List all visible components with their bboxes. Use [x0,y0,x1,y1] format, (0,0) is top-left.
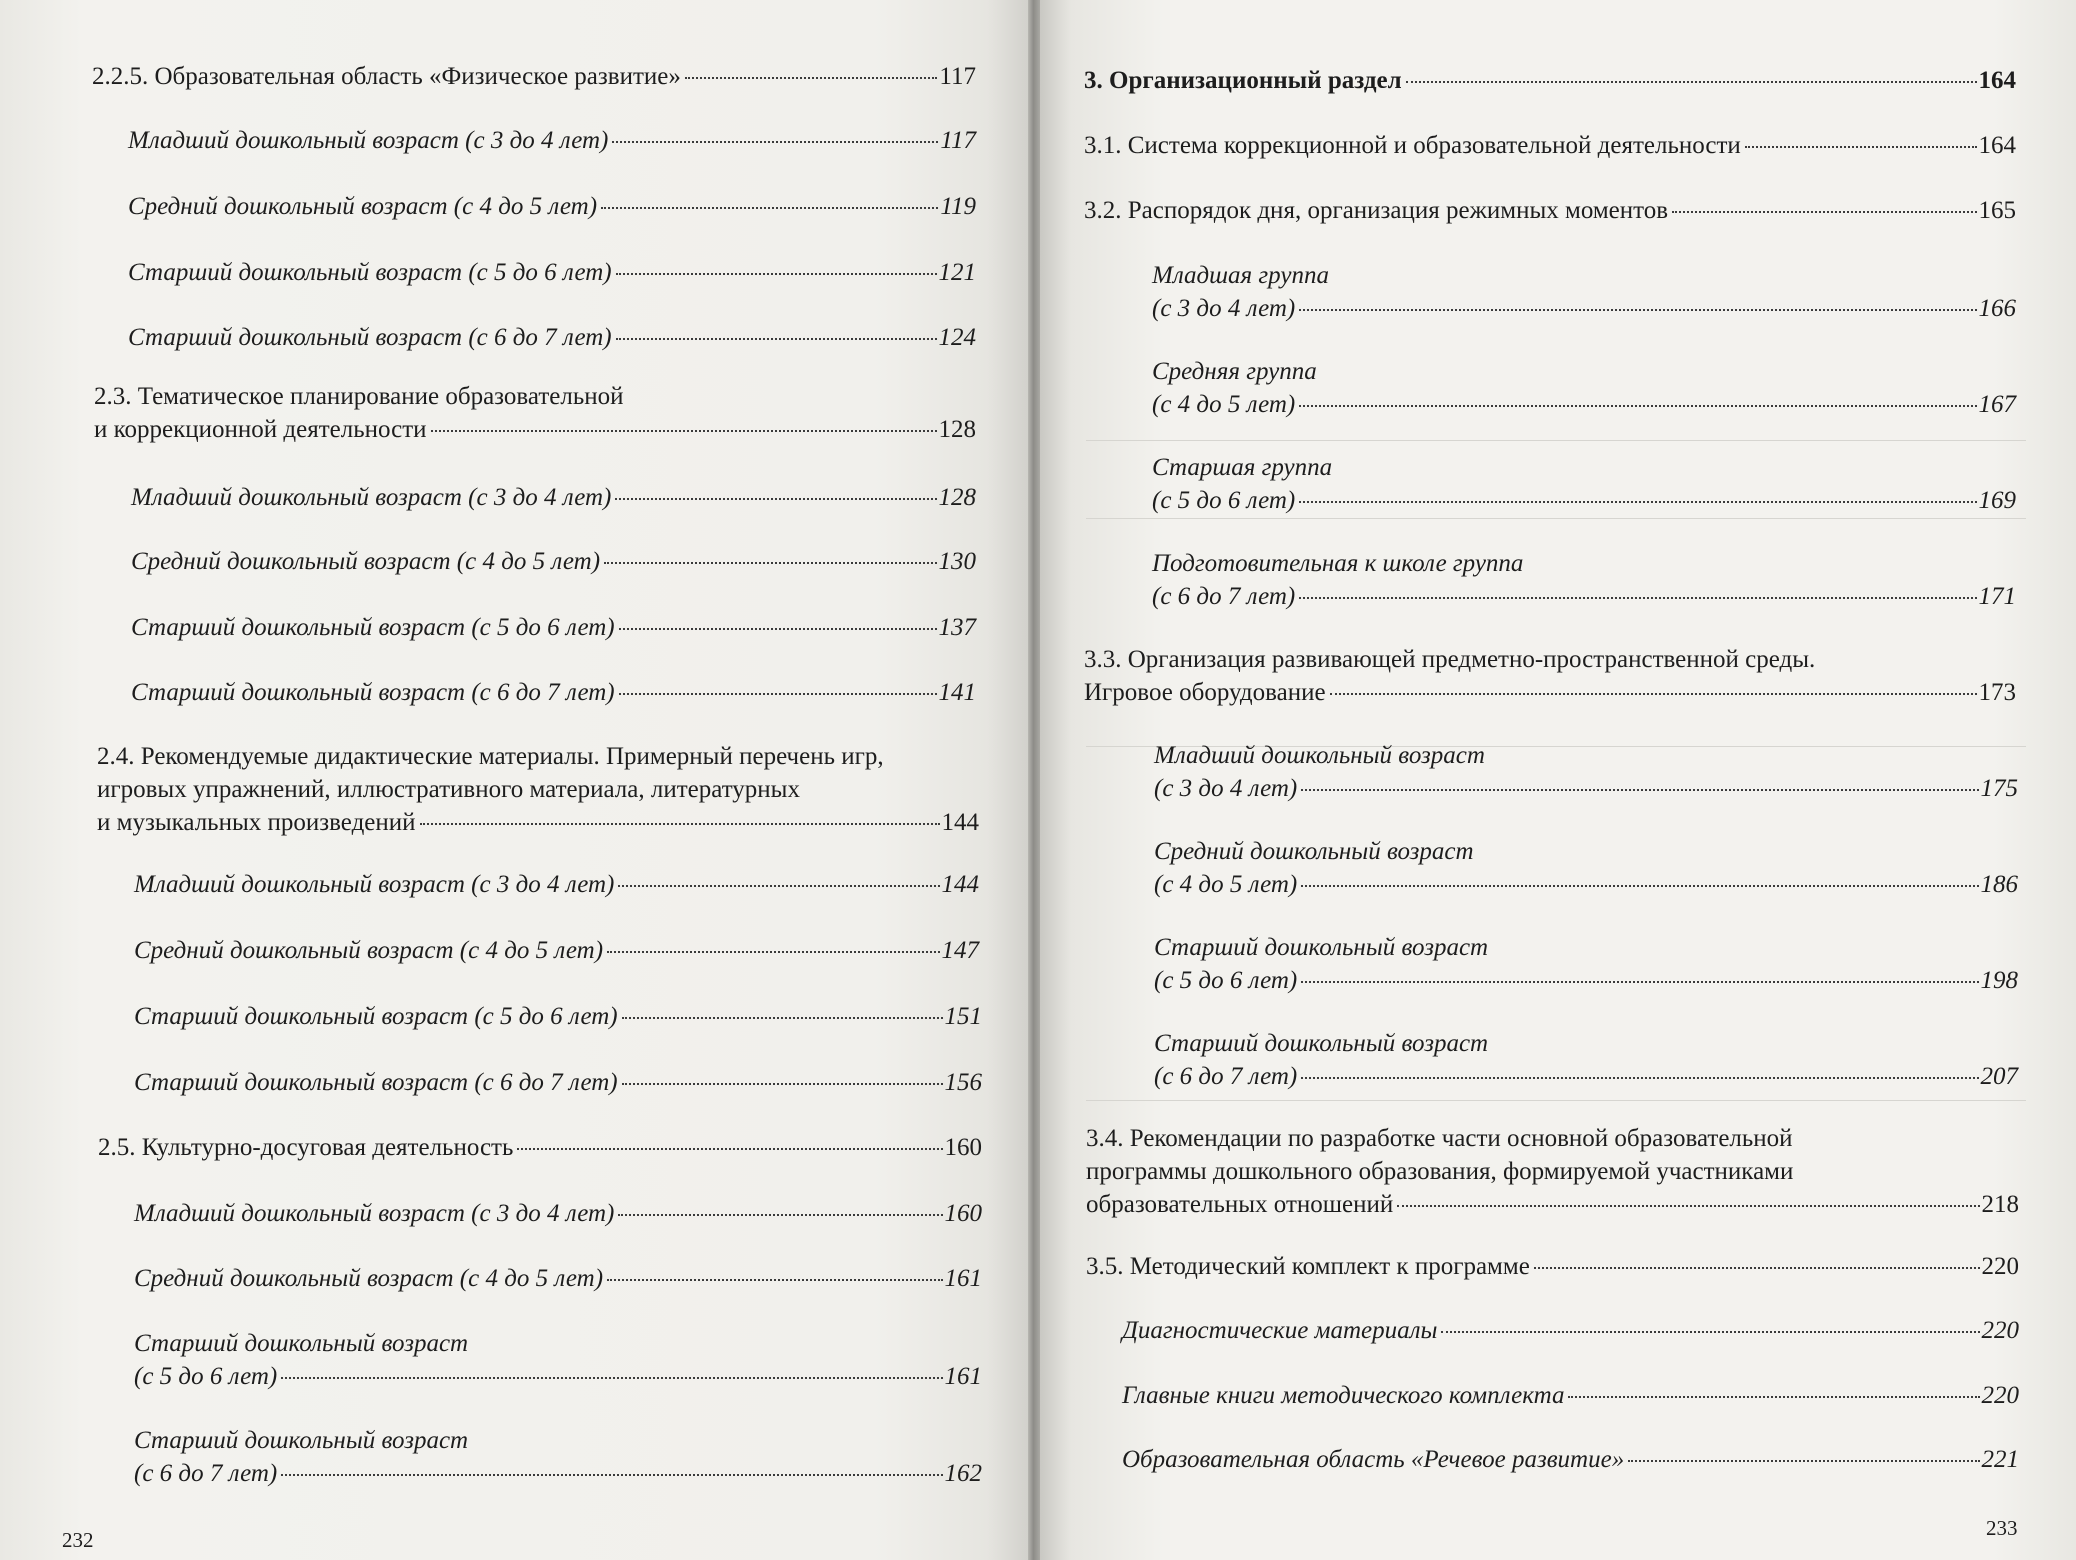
toc-entry-line [131,545,976,578]
toc-entry-title: Игровое оборудование [1084,679,1326,706]
toc-entry-line [94,413,976,446]
toc-entry-title: Старший дошкольный возраст (с 5 до 6 лет) [131,614,615,641]
dot-leader [1299,501,1976,503]
dot-leader [622,1083,943,1085]
toc-page-number: 166 [1978,295,2016,322]
toc-entry-line [128,321,976,354]
toc-entry-title: 2.4. Рекомендуемые дидактические материалы. Примерный перечень игр, [97,743,884,770]
toc-entry-title: Средний дошкольный возраст (с 4 до 5 лет) [131,548,601,575]
toc-entry [131,611,976,644]
dot-leader [1628,1460,1979,1462]
toc-entry-line [134,1457,982,1490]
toc-page-number: 175 [1980,775,2018,802]
toc-entry-line [1152,355,2016,388]
toc-entry-title: Старший дошкольный возраст (с 6 до 7 лет) [131,679,615,706]
toc-page-number: 141 [938,679,976,706]
toc-entry [134,1327,982,1393]
left-toc [0,0,1028,1560]
dot-leader [1301,789,1978,791]
toc-entry-title: игровых упражнений, иллюстративного материала, литературных [97,776,800,803]
dot-leader [1745,146,1977,148]
toc-entry [128,190,976,223]
toc-entry-line [134,1000,982,1033]
toc-entry-title: 3.2. Распорядок дня, организация режимных моментов [1084,197,1669,224]
dot-leader [281,1474,942,1476]
toc-entry-line [1152,259,2016,292]
toc-entry [1086,1122,2019,1221]
toc-entry-title: Средний дошкольный возраст (с 4 до 5 лет) [134,937,604,964]
toc-entry-title: 2.5. Культурно-досуговая деятельность [98,1134,514,1161]
toc-entry-title: Старшая группа [1152,454,1333,481]
toc-entry-title: Младшая группа [1152,262,1329,289]
toc-page-number: 198 [1980,967,2018,994]
toc-entry-title: Средний дошкольный возраст [1154,838,1474,865]
toc-entry-title: Диагностические материалы [1122,1317,1438,1344]
toc-entry-title: Старший дошкольный возраст [1154,934,1489,961]
toc-entry-line [131,481,976,514]
toc-entry-title: Старший дошкольный возраст (с 6 до 7 лет) [134,1069,618,1096]
toc-entry-line [128,124,976,157]
dot-leader [420,823,940,825]
toc-entry-title: Средний дошкольный возраст (с 4 до 5 лет) [134,1265,604,1292]
toc-entry-line [98,1131,982,1164]
toc-entry-title: (с 6 до 7 лет) [1154,1063,1298,1090]
toc-entry-line [1122,1443,2019,1476]
toc-entry-line [1154,1060,2018,1093]
toc-entry-line [97,740,979,773]
toc-entry-line [1084,64,2016,97]
toc-entry [128,321,976,354]
toc-entry-line [94,380,976,413]
toc-entry-title: образовательных отношений [1086,1191,1394,1218]
toc-entry [1154,835,2018,901]
toc-entry [131,481,976,514]
toc-entry-line [1152,292,2016,325]
toc-entry-line [1154,739,2018,772]
dot-leader [1299,405,1976,407]
toc-entry-title: Старший дошкольный возраст [134,1330,469,1357]
toc-entry-line [1086,1188,2019,1221]
toc-entry-line [1154,835,2018,868]
toc-entry-line [131,676,976,709]
right-page-number: 233 [1986,1516,2018,1540]
toc-entry-line [1154,1027,2018,1060]
toc-page-number: 128 [938,416,976,443]
toc-page-number: 117 [940,127,976,154]
toc-entry-title: 3.5. Методический комплект к программе [1086,1253,1530,1280]
toc-entry-title: Образовательная область «Речевое развитие» [1122,1446,1625,1473]
toc-entry-title: 3.3. Организация развивающей предметно-пространственной среды. [1084,646,1816,673]
left-page [0,0,1028,1560]
dot-leader [607,951,939,953]
toc-entry [134,1197,982,1230]
toc-entry [92,60,976,93]
book-gutter [1028,0,1040,1560]
toc-entry-line [128,256,976,289]
toc-page-number: 169 [1978,487,2016,514]
toc-entry [131,676,976,709]
toc-entry [1152,547,2016,613]
toc-page-number: 119 [940,193,976,220]
dot-leader [517,1148,942,1150]
toc-page-number: 164 [1978,67,2016,94]
toc-page-number: 161 [944,1265,982,1292]
toc-entry [134,868,979,901]
toc-entry-title: (с 5 до 6 лет) [1154,967,1298,994]
toc-entry-title: Младший дошкольный возраст (с 3 до 4 лет) [134,871,615,898]
toc-entry [1154,931,2018,997]
dot-leader [616,338,937,340]
toc-entry [128,124,976,157]
toc-entry [134,1262,982,1295]
toc-entry [98,1131,982,1164]
toc-entry-line [97,806,979,839]
toc-entry-line [134,1262,982,1295]
dot-leader [616,273,937,275]
toc-entry-line [1154,964,2018,997]
toc-entry [1122,1379,2019,1412]
toc-entry [97,740,979,839]
toc-entry-title: (с 3 до 4 лет) [1154,775,1298,802]
dot-leader [619,693,937,695]
toc-entry-title: (с 6 до 7 лет) [1152,583,1296,610]
dot-leader [1299,597,1976,599]
dot-leader [618,1214,942,1216]
toc-entry-line [1084,643,2016,676]
toc-page-number: 160 [944,1134,982,1161]
toc-entry-line [1154,868,2018,901]
dot-leader [1534,1267,1980,1269]
toc-entry-title: программы дошкольного образования, формируемой участниками [1086,1158,1794,1185]
toc-entry-title: Старший дошкольный возраст (с 5 до 6 лет) [134,1003,618,1030]
toc-entry-title: Старший дошкольный возраст (с 6 до 7 лет) [128,324,612,351]
toc-entry-line [1152,451,2016,484]
toc-entry [128,256,976,289]
toc-entry-line [1086,1250,2019,1283]
toc-entry-line [134,934,979,967]
toc-page-number: 144 [941,809,979,836]
toc-entry [1084,64,2016,97]
toc-entry [1086,1250,2019,1283]
toc-entry-line [134,1327,982,1360]
toc-entry-title: 3.4. Рекомендации по разработке части основной образовательной [1086,1125,1793,1152]
toc-entry [1152,355,2016,421]
toc-page-number: 144 [941,871,979,898]
toc-entry-title: 3.1. Система коррекционной и образовательной деятельности [1084,132,1741,159]
toc-entry [1084,129,2016,162]
toc-entry-line [134,1424,982,1457]
dot-leader [1301,1077,1978,1079]
toc-page-number: 128 [938,484,976,511]
toc-entry [134,1000,982,1033]
toc-entry-title: (с 5 до 6 лет) [134,1363,278,1390]
toc-entry-title: 2.3. Тематическое планирование образовательной [94,383,624,410]
dot-leader [1672,211,1976,213]
toc-entry-title: Младший дошкольный возраст (с 3 до 4 лет) [128,127,609,154]
right-toc [1040,0,2076,1560]
toc-entry-title: Младший дошкольный возраст (с 3 до 4 лет) [131,484,612,511]
dot-leader [607,1279,942,1281]
toc-entry-title: Средний дошкольный возраст (с 4 до 5 лет) [128,193,598,220]
toc-page-number: 160 [944,1200,982,1227]
toc-page-number: 171 [1978,583,2016,610]
dot-leader [1397,1205,1979,1207]
dot-leader [685,77,938,79]
toc-page-number: 220 [1981,1382,2019,1409]
toc-entry-title: Средняя группа [1152,358,1317,385]
dot-leader [604,562,936,564]
toc-entry-title: Младший дошкольный возраст [1154,742,1485,769]
toc-entry [1122,1443,2019,1476]
toc-entry-title: Старший дошкольный возраст [134,1427,469,1454]
toc-page-number: 147 [941,937,979,964]
toc-entry-line [131,611,976,644]
toc-page-number: 137 [938,614,976,641]
toc-page-number: 117 [939,63,976,90]
toc-page-number: 186 [1980,871,2018,898]
toc-entry-line [1154,931,2018,964]
toc-entry-title: (с 6 до 7 лет) [134,1460,278,1487]
toc-entry-line [128,190,976,223]
toc-entry-line [1084,129,2016,162]
toc-entry-line [1084,676,2016,709]
toc-entry-line [1152,484,2016,517]
toc-entry-line [134,1197,982,1230]
toc-entry-line [1152,580,2016,613]
toc-entry-line [134,868,979,901]
dot-leader [431,430,937,432]
toc-entry [134,934,979,967]
dot-leader [1330,693,1977,695]
dot-leader [622,1017,943,1019]
toc-entry-title: 2.2.5. Образовательная область «Физическое развитие» [92,63,681,90]
toc-page-number: 220 [1981,1317,2019,1344]
toc-entry-title: Младший дошкольный возраст (с 3 до 4 лет) [134,1200,615,1227]
toc-entry-title: (с 5 до 6 лет) [1152,487,1296,514]
toc-page-number: 164 [1978,132,2016,159]
toc-entry-title: и музыкальных произведений [97,809,416,836]
toc-entry-line [97,773,979,806]
toc-entry [1154,739,2018,805]
dot-leader [1299,309,1976,311]
dot-leader [618,885,939,887]
toc-entry-line [1122,1314,2019,1347]
toc-page-number: 218 [1981,1191,2019,1218]
toc-entry [1084,194,2016,227]
toc-page-number: 121 [938,259,976,286]
toc-entry [94,380,976,446]
toc-entry [1084,643,2016,709]
dot-leader [615,498,936,500]
dot-leader [281,1377,942,1379]
dot-leader [1406,81,1977,83]
toc-entry [131,545,976,578]
left-page-number: 232 [62,1528,94,1552]
dot-leader [612,141,938,143]
toc-entry-line [1152,388,2016,421]
toc-entry-line [1084,194,2016,227]
toc-page-number: 167 [1978,391,2016,418]
toc-entry-line [134,1360,982,1393]
toc-entry-line [1086,1155,2019,1188]
toc-entry [134,1424,982,1490]
toc-entry-title: Старший дошкольный возраст (с 5 до 6 лет) [128,259,612,286]
toc-entry [1154,1027,2018,1093]
dot-leader [1441,1331,1979,1333]
toc-entry-line [134,1066,982,1099]
toc-entry-title: Старший дошкольный возраст [1154,1030,1489,1057]
toc-page-number: 130 [938,548,976,575]
toc-entry-title: (с 4 до 5 лет) [1152,391,1296,418]
toc-entry [1122,1314,2019,1347]
right-page [1040,0,2076,1560]
toc-entry-title: (с 4 до 5 лет) [1154,871,1298,898]
toc-entry-title: и коррекционной деятельности [94,416,427,443]
toc-entry [134,1066,982,1099]
toc-page-number: 220 [1981,1253,2019,1280]
dot-leader [1301,981,1978,983]
toc-entry-title: 3. Организационный раздел [1084,67,1402,94]
toc-page-number: 151 [944,1003,982,1030]
toc-entry-line [1154,772,2018,805]
toc-page-number: 161 [944,1363,982,1390]
toc-page-number: 156 [944,1069,982,1096]
toc-entry-line [1152,547,2016,580]
dot-leader [601,207,938,209]
toc-page-number: 165 [1978,197,2016,224]
toc-page-number: 221 [1981,1446,2019,1473]
toc-page-number: 173 [1978,679,2016,706]
toc-entry-title: Главные книги методического комплекта [1122,1382,1565,1409]
toc-entry [1152,259,2016,325]
toc-page-number: 162 [944,1460,982,1487]
toc-entry-title: Подготовительная к школе группа [1152,550,1524,577]
dot-leader [619,628,937,630]
toc-entry-line [1122,1379,2019,1412]
toc-page-number: 207 [1980,1063,2018,1090]
dot-leader [1568,1396,1979,1398]
toc-entry-line [92,60,976,93]
toc-entry-line [1086,1122,2019,1155]
dot-leader [1301,885,1978,887]
toc-page-number: 124 [938,324,976,351]
toc-entry [1152,451,2016,517]
toc-entry-title: (с 3 до 4 лет) [1152,295,1296,322]
